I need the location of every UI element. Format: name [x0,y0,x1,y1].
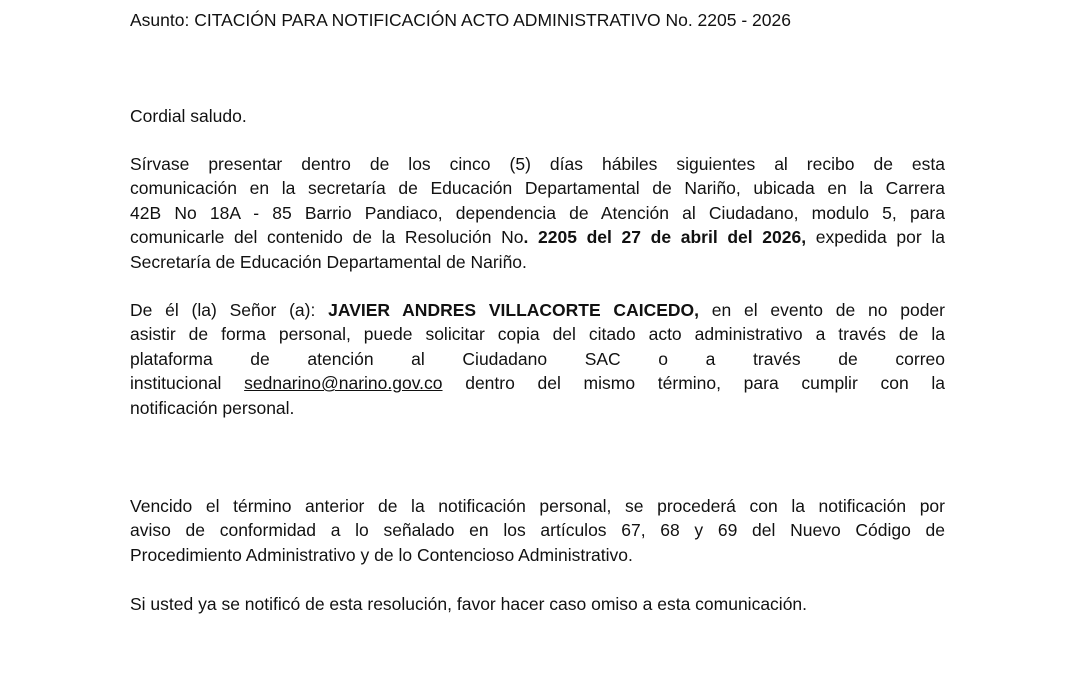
paragraph-line [130,371,945,395]
paragraph-line: Procedimiento Administrativo y de lo Contencioso Administrativo. [130,544,633,565]
resolution-reference: . 2205 del 27 de abril del 2026, [523,227,807,248]
recipient-name: JAVIER ANDRES VILLACORTE CAICEDO, [328,300,699,320]
paragraph-line: Sírvase presentar dentro de los cinco (5) días hábiles siguientes al recibo de esta [130,154,945,174]
paragraph-recipient [130,298,945,420]
paragraph-line [130,298,945,322]
paragraph-citation [130,152,945,274]
paragraph-expiration [130,494,945,567]
paragraph-line: aviso de conformidad a lo señalado en los artículos 67, 68 y 69 del Nuevo Código de [130,520,945,541]
paragraph-line: 42B No 18A - 85 Barrio Pandiaco, dependencia de Atención al Ciudadano, modulo 5, para [130,202,945,223]
text-span: De él (la) Señor (a): [130,300,329,320]
text-span: dentro del mismo término, para cumplir con la [442,373,945,394]
greeting: Cordial saludo. [130,106,247,126]
paragraph-line: comunicación en la secretaría de Educación Departamental de Nariño, ubicada en la Carrera [130,178,945,199]
text-span: en el evento de no poder [699,300,945,320]
paragraph-line [130,225,945,249]
paragraph-line: Vencido el término anterior de la notificación personal, se procederá con la notificación por [130,496,945,516]
paragraph-line: asistir de forma personal, puede solicitar copia del citado acto administrativo a través de la [130,324,945,345]
paragraph-line: Secretaría de Educación Departamental de Nariño. [130,251,527,272]
paragraph-line: notificación personal. [130,397,295,418]
text-span: expedida por la [806,227,945,248]
text-span: institucional [130,373,245,394]
subject-line: Asunto: CITACIÓN PARA NOTIFICACIÓN ACTO ADMINISTRATIVO No. 2205 - 2026 [130,10,791,30]
paragraph-line: plataforma de atención al Ciudadano SAC o a través de correo [130,348,945,369]
email-link[interactable]: sednarino@narino.gov.co [244,373,443,394]
text-span: comunicarle del contenido de la Resolución No [130,227,524,248]
paragraph-disclaimer: Si usted ya se notificó de esta resolución, favor hacer caso omiso a esta comunicación. [130,594,808,614]
